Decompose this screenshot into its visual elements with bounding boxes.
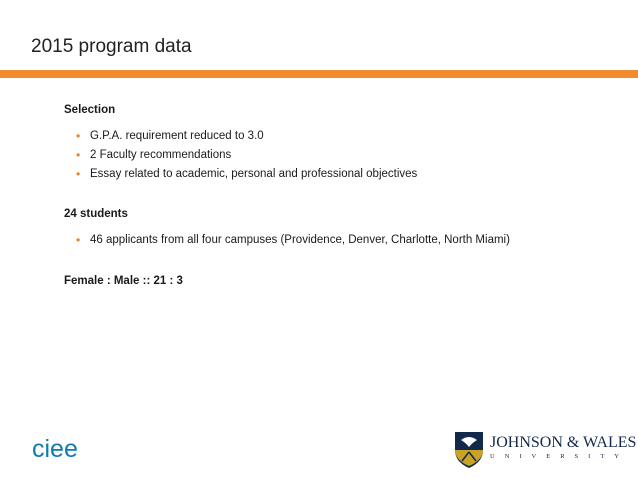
slide-title: 2015 program data	[31, 36, 192, 57]
selection-bullet-list	[76, 127, 417, 184]
bullet-text: Essay related to academic, personal and professional objectives	[90, 168, 418, 180]
bullet-dot-icon: •	[76, 167, 81, 181]
ciee-logo: ciee	[32, 435, 78, 463]
bullet-text: 46 applicants from all four campuses (Providence, Denver, Charlotte, North Miami)	[90, 234, 510, 246]
jw-logo-name: JOHNSON & WALES	[490, 434, 637, 451]
bullet-dot-icon: •	[76, 129, 81, 143]
bullet-text: G.P.A. requirement reduced to 3.0	[90, 130, 264, 142]
johnson-wales-logo	[452, 428, 637, 470]
accent-bar	[0, 70, 638, 78]
bullet-dot-icon: •	[76, 233, 81, 247]
bullet-item	[76, 165, 417, 184]
bullet-item	[76, 127, 417, 146]
students-bullet-list	[76, 231, 510, 250]
bullet-dot-icon: •	[76, 148, 81, 162]
johnson-wales-crest-icon	[452, 428, 486, 470]
section-heading-selection: Selection	[64, 104, 116, 116]
bullet-item	[76, 231, 510, 250]
bullet-item	[76, 146, 417, 165]
jw-logo-sub: UNIVERSITY	[490, 453, 629, 460]
section-heading-gender-ratio: Female : Male :: 21 : 3	[64, 275, 183, 287]
section-heading-students: 24 students	[64, 208, 128, 220]
bullet-text: 2 Faculty recommendations	[90, 149, 232, 161]
